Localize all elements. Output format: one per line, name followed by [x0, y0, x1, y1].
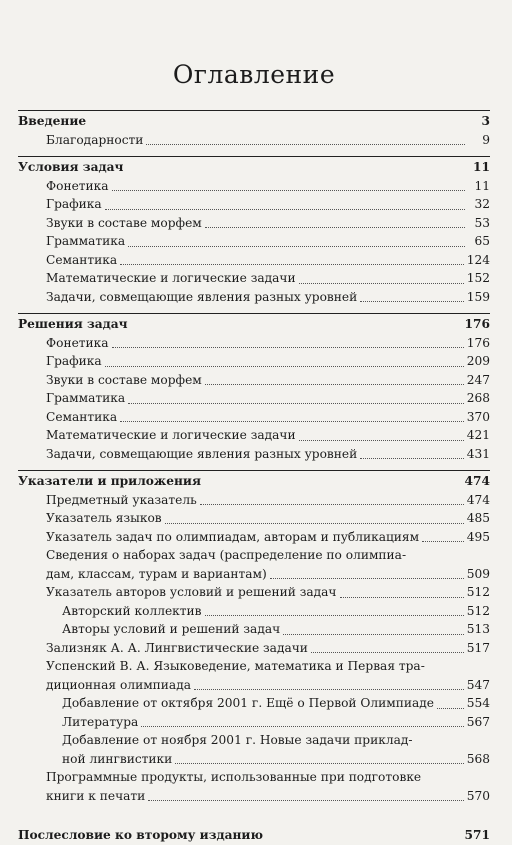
- toc-entry-page: 209: [466, 354, 490, 368]
- toc-section-page: 176: [464, 317, 490, 331]
- toc-entry-title: Добавление от октября 2001 г. Ещё о Первой Олимпиаде: [62, 696, 434, 710]
- toc-section-title: Введение: [18, 114, 87, 128]
- toc-entry-title: Предметный указатель: [46, 492, 197, 507]
- toc-entry-title: Авторы условий и решений задач: [62, 622, 281, 636]
- dot-leader: [340, 597, 464, 598]
- toc-entry-title: Указатель языков: [46, 511, 162, 525]
- toc-entry-line[interactable]: Программные продукты, использованные при подготовке: [46, 770, 422, 784]
- toc-entry-title: книги к печати: [46, 788, 146, 803]
- toc-entry-page: 513: [466, 622, 490, 636]
- toc-entry-title: Графика: [46, 197, 102, 211]
- toc-entry-title: Фонетика: [46, 335, 109, 350]
- toc-entry-title: Благодарности: [46, 132, 144, 147]
- toc-section-title: Условия задач: [18, 160, 124, 174]
- dot-leader: [360, 458, 463, 459]
- dot-leader: [120, 264, 464, 265]
- toc-entry[interactable]: [18, 583, 490, 602]
- toc-entry-page: 247: [466, 372, 490, 387]
- toc-entry-title: Математические и логические задачи: [46, 428, 296, 442]
- dot-leader: [105, 366, 464, 367]
- toc-entry[interactable]: [18, 352, 490, 371]
- toc-entry-title: Грамматика: [46, 391, 126, 405]
- dot-leader: [105, 209, 465, 210]
- toc-entry-line[interactable]: Сведения о наборах задач (распределение по олимпиа-: [46, 548, 407, 562]
- toc-entry-line[interactable]: Добавление от ноября 2001 г. Новые задачи приклад-: [62, 733, 413, 747]
- toc-entry-page: 268: [466, 391, 490, 405]
- toc-entry[interactable]: [18, 426, 490, 445]
- toc-entry[interactable]: [18, 445, 490, 464]
- toc-entry-line[interactable]: Успенский В. А. Языковедение, математика и Первая тра-: [46, 659, 425, 673]
- toc-section-title: Указатели и приложения: [18, 474, 201, 488]
- toc-entry[interactable]: [18, 371, 490, 390]
- toc-entry-page: 53: [474, 215, 490, 230]
- dot-leader: [205, 227, 465, 228]
- toc-section-page: 571: [464, 828, 490, 842]
- dot-leader: [270, 578, 464, 579]
- dot-leader: [148, 800, 463, 801]
- toc-section-heading[interactable]: [18, 315, 490, 334]
- toc-entry-page: 547: [466, 677, 490, 692]
- toc-entry-page: 431: [466, 446, 490, 461]
- toc-entry-title: Математические и логические задачи: [46, 271, 296, 285]
- toc-entry[interactable]: [18, 408, 490, 427]
- toc-entry-title: Задачи, совмещающие явления разных уровней: [46, 446, 358, 461]
- toc-section: [18, 313, 490, 463]
- dot-leader: [422, 541, 464, 542]
- toc-entry-page: 485: [466, 511, 490, 525]
- dot-leader: [205, 615, 464, 616]
- toc-entry[interactable]: [18, 528, 490, 547]
- dot-leader: [200, 504, 464, 505]
- dot-leader: [141, 726, 463, 727]
- toc-entry-title: Литература: [62, 714, 139, 729]
- toc-section-heading[interactable]: [18, 826, 490, 845]
- dot-leader: [128, 246, 465, 247]
- toc-section: [18, 110, 490, 149]
- toc-section-page: 11: [473, 160, 490, 174]
- toc-entry-page: 512: [466, 603, 490, 618]
- toc-entry-title: ной лингвистики: [62, 751, 173, 766]
- dot-leader: [205, 384, 464, 385]
- toc-entry-page: 11: [474, 178, 490, 193]
- dot-leader: [112, 190, 465, 191]
- toc-entry[interactable]: [18, 602, 490, 621]
- toc-entry-title: диционная олимпиада: [46, 677, 191, 692]
- toc-section-page: 474: [464, 474, 490, 488]
- toc-entry-title: Звуки в составе морфем: [46, 215, 202, 230]
- toc-section-page: 3: [481, 114, 490, 128]
- toc-entry[interactable]: [18, 269, 490, 288]
- dot-leader: [360, 301, 463, 302]
- toc-entry-page: 570: [466, 788, 490, 803]
- page-title: Оглавление: [172, 60, 336, 89]
- toc-entry-title: Задачи, совмещающие явления разных уровней: [46, 289, 358, 304]
- toc-entry[interactable]: [18, 713, 490, 732]
- toc-entry[interactable]: [18, 232, 490, 251]
- toc-entry-title: Авторский коллектив: [62, 603, 202, 618]
- toc-entry-page: 159: [466, 289, 490, 304]
- toc-section-title: Послесловие ко второму изданию: [18, 828, 263, 842]
- toc-entry-page: 65: [474, 234, 490, 248]
- toc-entry-page: 32: [474, 197, 490, 211]
- toc-entry-page: 421: [466, 428, 490, 442]
- toc-entry-title: Зализняк А. А. Лингвистические задачи: [46, 640, 308, 655]
- toc-entry-page: 124: [466, 252, 490, 267]
- toc-entry[interactable]: [18, 288, 490, 307]
- dot-leader: [128, 403, 464, 404]
- toc-section-title: Решения задач: [18, 317, 128, 331]
- dot-leader: [299, 440, 464, 441]
- toc-entry[interactable]: [18, 389, 490, 408]
- toc-entry-page: 554: [466, 696, 490, 710]
- toc-entry[interactable]: [18, 620, 490, 639]
- toc-entry[interactable]: [18, 131, 490, 150]
- dot-leader: [311, 652, 464, 653]
- toc-entry-page: 517: [466, 640, 490, 655]
- toc-entry-page: 9: [482, 132, 490, 147]
- toc-section: [18, 156, 490, 306]
- toc-entry[interactable]: [18, 750, 490, 769]
- toc-entry[interactable]: [18, 334, 490, 353]
- toc-entry-title: Семантика: [46, 252, 118, 267]
- dot-leader: [194, 689, 464, 690]
- toc-entry[interactable]: [18, 509, 490, 528]
- dot-leader: [120, 421, 464, 422]
- toc-entry-title: Звуки в составе морфем: [46, 372, 202, 387]
- toc-section: [18, 826, 490, 845]
- toc-entry[interactable]: [18, 565, 490, 584]
- toc-entry-page: 495: [466, 529, 490, 544]
- toc-section-heading[interactable]: [18, 112, 490, 131]
- dot-leader: [283, 634, 464, 635]
- toc-entry-page: 474: [466, 492, 490, 507]
- toc-section-heading[interactable]: [18, 472, 490, 491]
- toc-entry[interactable]: [18, 177, 490, 196]
- toc-entry[interactable]: [18, 639, 490, 658]
- toc-entry[interactable]: [18, 676, 490, 695]
- toc-entry-title: Фонетика: [46, 178, 109, 193]
- dot-leader: [299, 283, 464, 284]
- toc-entry[interactable]: [18, 694, 490, 713]
- toc-section-heading[interactable]: [18, 158, 490, 177]
- toc-entry-page: 567: [466, 714, 490, 729]
- toc-entry[interactable]: [18, 195, 490, 214]
- toc-entry-page: 568: [466, 751, 490, 766]
- toc-entry-title: Семантика: [46, 409, 118, 424]
- toc-entry[interactable]: [18, 214, 490, 233]
- dot-leader: [112, 347, 464, 348]
- toc-entry[interactable]: [18, 491, 490, 510]
- toc-entry-title: дам, классам, турам и вариантам): [46, 566, 267, 581]
- toc-entry-title: Указатель задач по олимпиадам, авторам и публикациям: [46, 529, 420, 544]
- dot-leader: [165, 523, 464, 524]
- toc-entry-title: Грамматика: [46, 234, 126, 248]
- toc-entry-title: Графика: [46, 354, 102, 368]
- toc-section: [18, 470, 490, 805]
- dot-leader: [437, 708, 464, 709]
- dot-leader: [175, 763, 463, 764]
- toc-entry-page: 176: [466, 335, 490, 350]
- toc-entry[interactable]: [18, 787, 490, 806]
- dot-leader: [146, 144, 465, 145]
- toc-entry-title: Указатель авторов условий и решений задач: [46, 585, 337, 599]
- toc-entry-page: 370: [466, 409, 490, 424]
- toc-entry[interactable]: [18, 251, 490, 270]
- table-of-contents: [18, 110, 490, 845]
- toc-entry-page: 512: [466, 585, 490, 599]
- toc-entry-page: 509: [466, 566, 490, 581]
- toc-entry-page: 152: [466, 271, 490, 285]
